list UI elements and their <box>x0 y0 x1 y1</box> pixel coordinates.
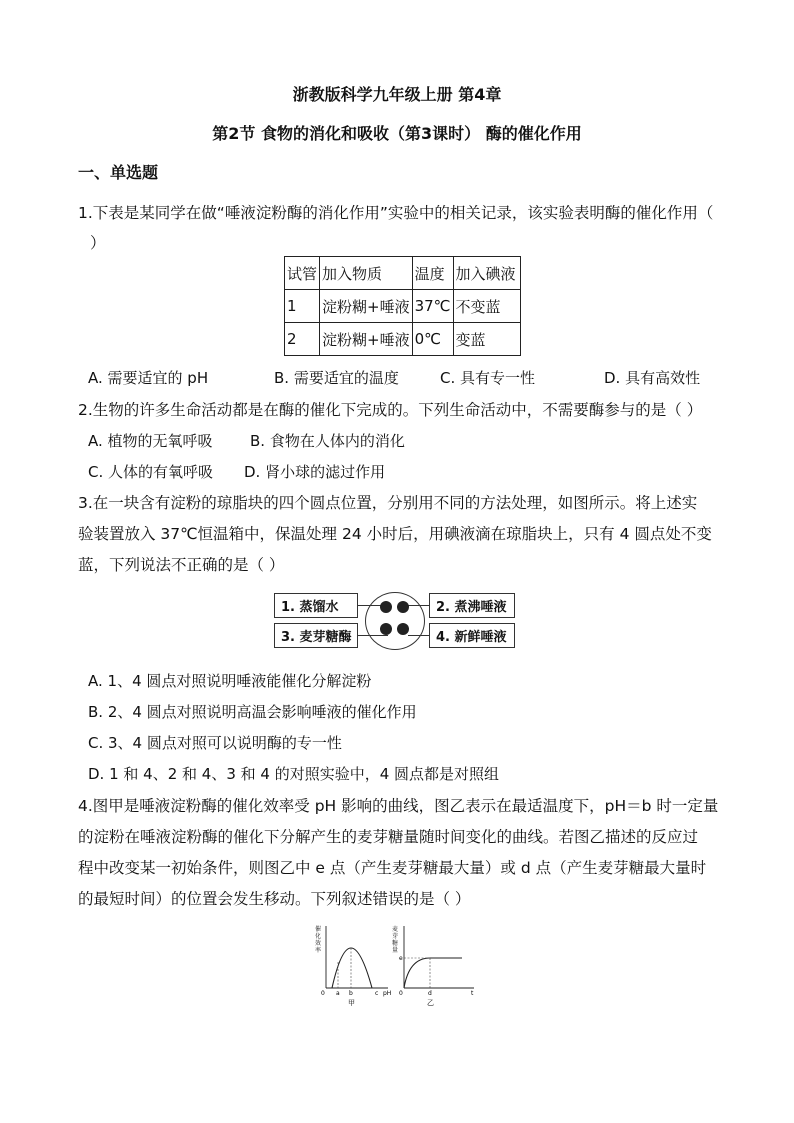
q2-option-d[interactable]: D. 肾小球的滤过作用 <box>244 463 386 481</box>
experiment-record-table <box>284 256 521 356</box>
q4-text-line4: 的最短时间）的位置会发生移动。下列叙述错误的是（ ） <box>78 890 471 908</box>
q3-option-b[interactable]: B. 2、4 圆点对照说明高温会影响唾液的催化作用 <box>88 703 417 721</box>
q3-option-a[interactable]: A. 1、4 圆点对照说明唾液能催化分解淀粉 <box>88 672 372 690</box>
jia-y-label <box>315 925 321 954</box>
q2-text: 2.生物的许多生命活动都是在酶的催化下完成的。下列生命活动中，不需要酶参与的是（ ） <box>78 401 703 419</box>
table-header-row <box>285 257 521 290</box>
label-box-fresh-saliva: 4. 新鲜唾液 <box>429 623 515 648</box>
agar-dot-4 <box>397 623 409 635</box>
q2-option-c[interactable]: C. 人体的有氧呼吸 <box>88 463 214 481</box>
lesson-subtitle: 第2节 食物的消化和吸收（第3课时） 酶的催化作用 <box>212 124 582 143</box>
yi-caption: 乙 <box>427 999 434 1007</box>
svg-text:麦: 麦 <box>392 926 399 933</box>
yi-origin: 0 <box>399 990 403 997</box>
table-header-cell: 加入物质 <box>320 257 413 290</box>
yi-x-label: t <box>471 990 474 997</box>
q4-text-line3: 程中改变某一初始条件，则图乙中 e 点（产生麦芽糖最大量）或 d 点（产生麦芽糖最大量时 <box>78 859 707 877</box>
yi-e-label: e <box>399 955 403 962</box>
svg-text:量: 量 <box>392 947 399 954</box>
label-box-distilled-water: 1. 蒸馏水 <box>274 593 358 618</box>
table-cell: 37℃ <box>412 290 453 323</box>
svg-text:芽: 芽 <box>392 933 399 940</box>
table-row <box>285 290 521 323</box>
svg-text:化: 化 <box>315 933 322 940</box>
jia-origin: 0 <box>321 990 325 997</box>
q2-option-a[interactable]: A. 植物的无氧呼吸 <box>88 432 213 450</box>
table-header-cell: 试管 <box>285 257 320 290</box>
table-cell: 变蓝 <box>453 323 520 356</box>
q1-option-c[interactable]: C. 具有专一性 <box>440 369 536 387</box>
jia-curve <box>332 948 372 988</box>
agar-dot-1 <box>380 601 392 613</box>
q3-option-d[interactable]: D. 1 和 4、2 和 4、3 和 4 的对照实验中，4 圆点都是对照组 <box>88 765 500 783</box>
q4-text-line2: 的淀粉在唾液淀粉酶的催化下分解产生的麦芽糖量随时间变化的曲线。若图乙描述的反应过 <box>78 828 699 846</box>
q2-option-b[interactable]: B. 食物在人体内的消化 <box>250 432 405 450</box>
svg-text:效: 效 <box>315 940 322 947</box>
yi-y-label <box>392 925 398 954</box>
agar-dot-3 <box>380 623 392 635</box>
q1-option-a[interactable]: A. 需要适宜的 pH <box>88 369 209 387</box>
q1-text-line1: 1.下表是某同学在做“唾液淀粉酶的消化作用”实验中的相关记录，该实验表明酶的催化作用（ <box>78 204 714 222</box>
jia-caption: 甲 <box>348 999 355 1007</box>
section-heading: 一、单选题 <box>78 163 159 182</box>
q3-text-line1: 3.在一块含有淀粉的琼脂块的四个圆点位置，分别用不同的方法处理，如图所示。将上述实 <box>78 494 698 512</box>
svg-text:率: 率 <box>315 947 322 954</box>
label-box-maltase: 3. 麦芽糖酶 <box>274 623 358 648</box>
table-cell: 淀粉糊+唾液 <box>320 290 413 323</box>
table-cell: 淀粉糊+唾液 <box>320 323 413 356</box>
yi-curve <box>404 958 462 988</box>
yi-d-label: d <box>428 990 432 997</box>
table-header-cell: 加入碘液 <box>453 257 520 290</box>
jia-x-label: pH <box>383 990 392 997</box>
table-cell: 不变蓝 <box>453 290 520 323</box>
table-cell: 0℃ <box>412 323 453 356</box>
document-title: 浙教版科学九年级上册 第4章 <box>292 85 502 104</box>
jia-tick-b: b <box>349 990 353 997</box>
label-box-boiled-saliva: 2. 煮沸唾液 <box>429 593 515 618</box>
table-cell: 1 <box>285 290 320 323</box>
q3-text-line2: 验装置放入 37℃恒温箱中，保温处理 24 小时后，用碘液滴在琼脂块上，只有 4 圆点处不变 <box>78 525 712 543</box>
svg-text:糖: 糖 <box>392 940 399 947</box>
table-header-cell: 温度 <box>412 257 453 290</box>
q4-text-line1: 4.图甲是唾液淀粉酶的催化效率受 pH 影响的曲线，图乙表示在最适温度下，pH＝b 时一定量 <box>78 797 719 815</box>
svg-text:催: 催 <box>315 926 322 933</box>
agar-dish <box>365 592 425 650</box>
agar-dot-2 <box>397 601 409 613</box>
graph-yi <box>388 922 478 1012</box>
jia-tick-c: c <box>375 990 379 997</box>
q3-option-c[interactable]: C. 3、4 圆点对照可以说明酶的专一性 <box>88 734 342 752</box>
q1-option-b[interactable]: B. 需要适宜的温度 <box>274 369 399 387</box>
table-row <box>285 323 521 356</box>
jia-tick-a: a <box>336 990 340 997</box>
q1-option-d[interactable]: D. 具有高效性 <box>604 369 701 387</box>
q3-text-line3: 蓝，下列说法不正确的是（ ） <box>78 556 285 574</box>
table-cell: 2 <box>285 323 320 356</box>
q1-text-line2: ） <box>90 234 106 252</box>
